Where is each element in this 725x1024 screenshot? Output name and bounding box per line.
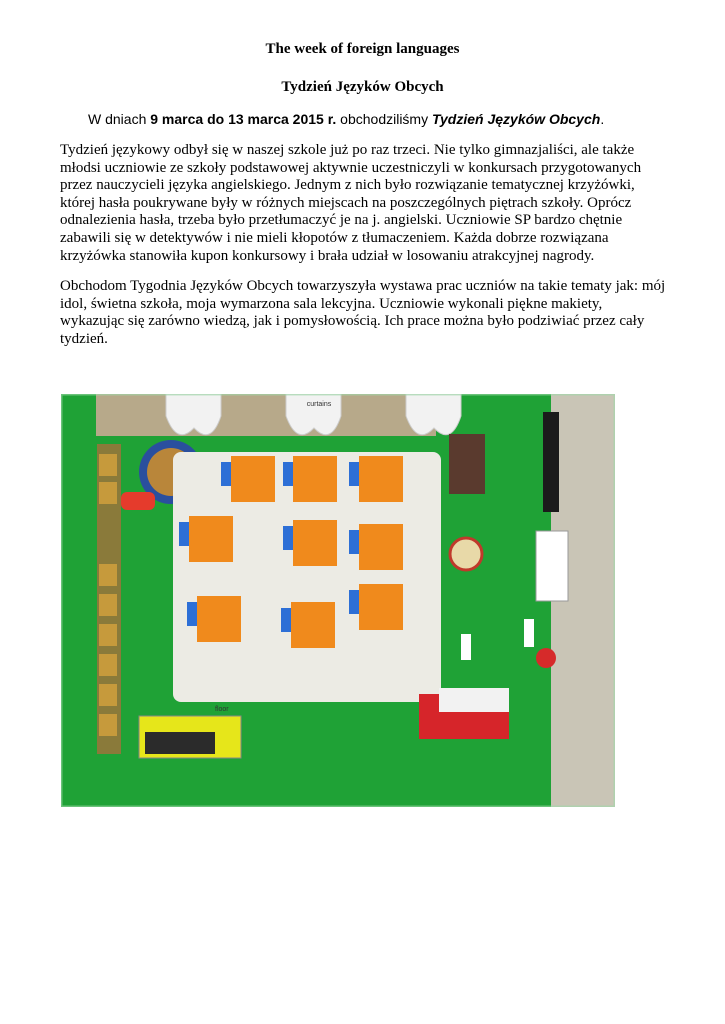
desk — [291, 602, 335, 648]
toy-car — [121, 492, 155, 510]
label-tag — [461, 634, 471, 660]
intro-middle: obchodziliśmy — [336, 111, 432, 127]
desk — [293, 456, 337, 502]
intro-suffix: . — [600, 111, 605, 127]
intro-event-name: Tydzień Języków Obcych — [431, 111, 601, 127]
paragraph-crossword-contest: Tydzień językowy odbył się w naszej szkole już po raz trzeci. Nie tylko gimnazjaliści, ale także młodsi uczniowie ze szkoły podstawowej aktywnie uczestniczyli w konkursach przygotowanych przez nauczycieli języka angielskiego. Jednym z nich było rozwiązanie tematycznej krzyżówki, której hasła poukrywane były w różnych miejscach na poszczególnych piętrach szkoły. Oprócz odnalezienia hasła, trzeba było przetłumaczyć je na j. angielski. Uczniowie SP bardzo chętnie zabawili się w detektywów i nie mieli kłopotów z tłumaczeniem. Każda dobrze rozwiązana krzyżówka stanowiła kupon konkursowy i brała udział w losowaniu atrakcyjnej nagrody. — [60, 142, 642, 264]
clock — [450, 538, 482, 570]
wall-poster — [536, 531, 568, 601]
desk — [293, 520, 337, 566]
desk — [359, 456, 403, 502]
poster-images — [99, 454, 117, 736]
label-tag-2 — [524, 619, 534, 647]
desk — [189, 516, 233, 562]
back-wall-strip — [96, 394, 436, 436]
page-title-english: The week of foreign languages — [265, 41, 460, 57]
intro-dates: 9 marca do 13 marca 2015 r. — [150, 111, 337, 127]
desk — [359, 584, 403, 630]
floor-label: floor — [215, 706, 229, 713]
white-box — [439, 688, 509, 712]
page-title-polish: Tydzień Języków Obcych — [281, 79, 444, 95]
desk — [359, 524, 403, 570]
blackboard — [543, 412, 559, 512]
curtains-label: curtains — [306, 401, 332, 408]
paragraph-exhibition: Obchodom Tygodnia Języków Obcych towarzyszyła wystawa prac uczniów na takie tematy jak: mój idol, świetna szkoła, moja wymarzona sala lekcyjna. Uczniowie wykonali piękne makiety, wykazując się zarówno wiedzą, jak i pomysłowością. Ich prace można było podziwiać przez cały tydzień. — [60, 278, 666, 347]
desk — [197, 596, 241, 642]
cabinet — [449, 434, 485, 494]
desk — [231, 456, 275, 502]
intro-prefix: W dniach — [88, 111, 151, 127]
intro-line — [88, 111, 604, 127]
classroom-model-photo — [61, 394, 615, 807]
black-tray — [145, 732, 215, 754]
red-cushion — [536, 648, 556, 668]
